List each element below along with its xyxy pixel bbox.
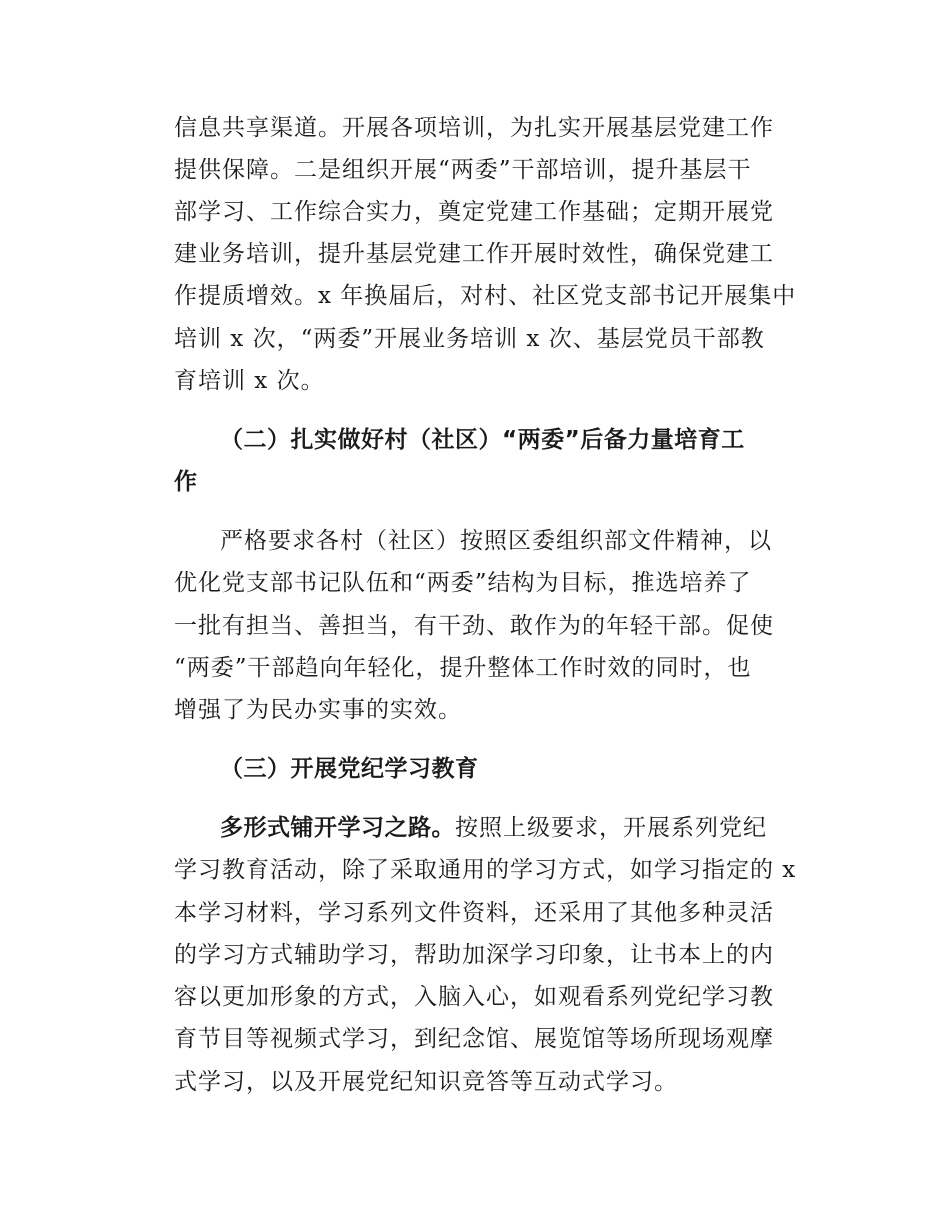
section-heading: （三）开展党纪学习教育 xyxy=(220,756,479,782)
paragraph-line: “两委”干部趋向年轻化，提升整体工作时效的同时，也 xyxy=(174,655,752,681)
paragraph-line: 严格要求各村（社区）按照区委组织部文件精神，以 xyxy=(220,528,772,554)
section-heading: 作 xyxy=(174,469,198,495)
paragraph-line: 优化党支部书记队伍和“两委”结构为目标，推选培养了 xyxy=(174,570,752,596)
paragraph-line: 本学习材料，学习系列文件资料，还采用了其他多种灵活 xyxy=(174,900,774,926)
paragraph-line: 增强了为民办实事的实效。 xyxy=(174,697,462,723)
paragraph-line: 作提质增效。x 年换届后，对村、社区党支部书记开展集中 xyxy=(174,283,797,309)
paragraph-line: 容以更加形象的方式，入脑入心，如观看系列党纪学习教 xyxy=(174,984,774,1010)
paragraph-line: 建业务培训，提升基层党建工作开展时效性，确保党建工 xyxy=(174,241,774,267)
paragraph-line: 式学习，以及开展党纪知识竞答等互动式学习。 xyxy=(174,1069,678,1095)
section-heading: （二）扎实做好村（社区）“两委”后备力量培育工 xyxy=(220,427,745,453)
paragraph-line: 信息共享渠道。开展各项培训，为扎实开展基层党建工作 xyxy=(174,115,774,141)
paragraph-text: 按照上级要求，开展系列党纪 xyxy=(455,815,767,841)
paragraph-line: 育节目等视频式学习，到纪念馆、展览馆等场所现场观摩 xyxy=(174,1026,774,1052)
paragraph-line: 育培训 x 次。 xyxy=(174,368,325,394)
paragraph-lead: 多形式铺开学习之路。 xyxy=(220,815,455,841)
paragraph-line: 的学习方式辅助学习，帮助加深学习印象，让书本上的内 xyxy=(174,942,774,968)
paragraph-line: 培训 x 次，“两委”开展业务培训 x 次、基层党员干部教 xyxy=(174,326,765,352)
paragraph-line: 学习教育活动，除了采取通用的学习方式，如学习指定的 x xyxy=(174,857,797,883)
paragraph-line: 一批有担当、善担当，有干劲、敢作为的年轻干部。促使 xyxy=(174,613,774,639)
paragraph-line: 提供保障。二是组织开展“两委”干部培训，提升基层干 xyxy=(174,157,752,183)
paragraph-line: 部学习、工作综合实力，奠定党建工作基础；定期开展党 xyxy=(174,199,774,225)
paragraph-line xyxy=(220,813,860,843)
